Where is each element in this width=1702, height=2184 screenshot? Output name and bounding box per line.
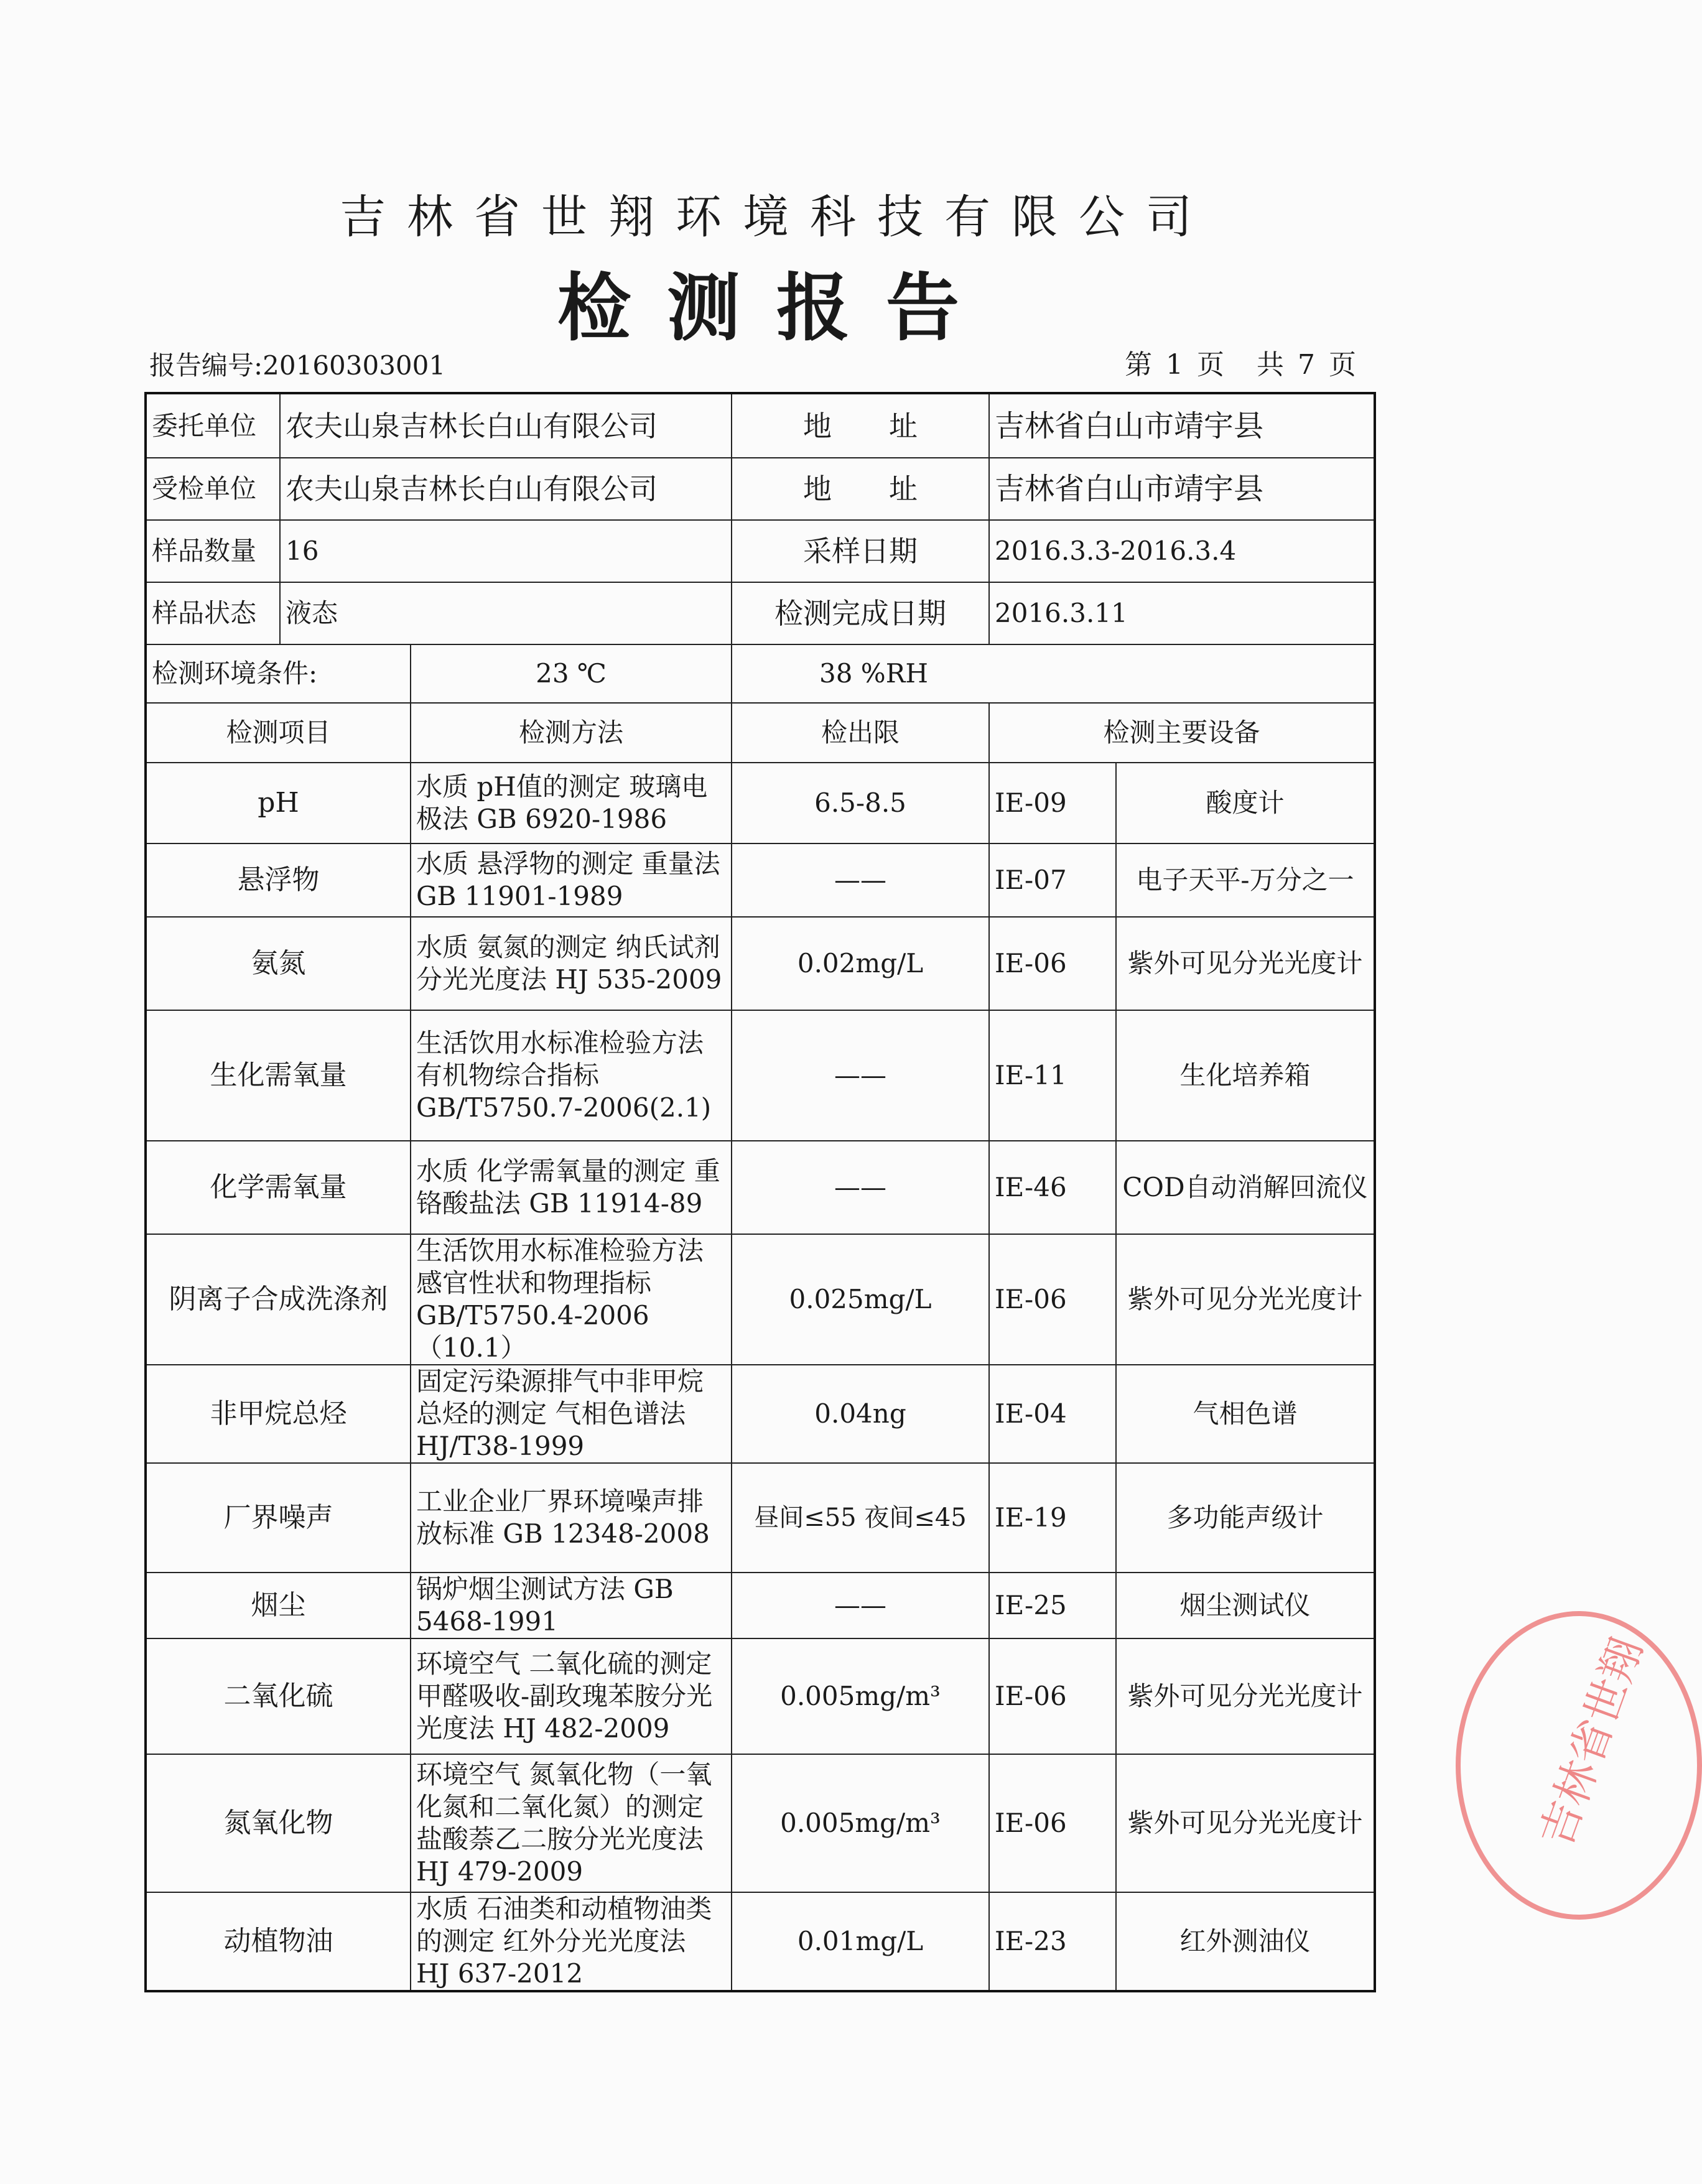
- equipment-code-cell: IE-06: [989, 1638, 1116, 1754]
- limit-cell: ——: [732, 1573, 989, 1638]
- client-addr-value: 吉林省白山市靖宇县: [989, 393, 1375, 458]
- header-limit: 检出限: [732, 703, 989, 763]
- inspected-value: 农夫山泉吉林长白山有限公司: [280, 458, 732, 520]
- item-cell: 非甲烷总烃: [146, 1365, 411, 1463]
- red-seal-text: 吉林省世翔: [1530, 1630, 1653, 1853]
- sampling-date-value: 2016.3.3-2016.3.4: [989, 520, 1375, 582]
- limit-cell: 0.01mg/L: [732, 1892, 989, 1991]
- table-row: [146, 843, 1375, 917]
- equipment-name-cell: 电子天平-万分之一: [1116, 843, 1375, 917]
- header-equipment: 检测主要设备: [989, 703, 1375, 763]
- client-value: 农夫山泉吉林长白山有限公司: [280, 393, 732, 458]
- header-method: 检测方法: [411, 703, 732, 763]
- report-title: 检测报告: [557, 264, 995, 351]
- equipment-code-cell: IE-25: [989, 1573, 1116, 1638]
- method-cell: 水质 pH值的测定 玻璃电极法 GB 6920-1986: [411, 763, 732, 843]
- finish-date-value: 2016.3.11: [989, 582, 1375, 644]
- method-cell: 生活饮用水标准检验方法 感官性状和物理指标 GB/T5750.4-2006（10.1）: [411, 1234, 732, 1365]
- limit-cell: 0.005mg/m³: [732, 1638, 989, 1754]
- item-cell: 氨氮: [146, 917, 411, 1010]
- sampling-date-label: 采样日期: [732, 520, 989, 582]
- equipment-code-cell: IE-04: [989, 1365, 1116, 1463]
- limit-cell: ——: [732, 1010, 989, 1141]
- limit-cell: 0.02mg/L: [732, 917, 989, 1010]
- env-humidity: 38 %RH: [732, 644, 1375, 703]
- equipment-name-cell: 紫外可见分光光度计: [1116, 917, 1375, 1010]
- report-number-value: 20160303001: [263, 350, 446, 381]
- item-cell: 动植物油: [146, 1892, 411, 1991]
- method-cell: 生活饮用水标准检验方法 有机物综合指标 GB/T5750.7-2006(2.1): [411, 1010, 732, 1141]
- inspected-label: 受检单位: [146, 458, 280, 520]
- item-cell: 阴离子合成洗涤剂: [146, 1234, 411, 1365]
- equipment-name-cell: 紫外可见分光光度计: [1116, 1234, 1375, 1365]
- sample-state-label: 样品状态: [146, 582, 280, 644]
- limit-cell: 6.5-8.5: [732, 763, 989, 843]
- item-cell: 悬浮物: [146, 843, 411, 917]
- item-cell: 生化需氧量: [146, 1010, 411, 1141]
- page-info: 第 1 页 共 7 页: [1125, 349, 1359, 381]
- equipment-name-cell: 气相色谱: [1116, 1365, 1375, 1463]
- item-cell: 厂界噪声: [146, 1463, 411, 1573]
- equipment-code-cell: IE-07: [989, 843, 1116, 917]
- env-temp: 23 ℃: [411, 644, 732, 703]
- equipment-name-cell: 生化培养箱: [1116, 1010, 1375, 1141]
- table-row: [146, 1754, 1375, 1892]
- table-header-row: [146, 703, 1375, 763]
- sample-count-label: 样品数量: [146, 520, 280, 582]
- inspected-addr-value: 吉林省白山市靖宇县: [989, 458, 1375, 520]
- equipment-code-cell: IE-19: [989, 1463, 1116, 1573]
- item-cell: 氮氧化物: [146, 1754, 411, 1892]
- table-row: [146, 763, 1375, 843]
- inspected-row: [146, 458, 1375, 520]
- env-row: [146, 644, 1375, 703]
- equipment-code-cell: IE-46: [989, 1141, 1116, 1234]
- sample-state-value: 液态: [280, 582, 732, 644]
- red-seal: [1456, 1611, 1702, 1920]
- header-item: 检测项目: [146, 703, 411, 763]
- method-cell: 水质 化学需氧量的测定 重铬酸盐法 GB 11914-89: [411, 1141, 732, 1234]
- table-row: [146, 1573, 1375, 1638]
- equipment-name-cell: 紫外可见分光光度计: [1116, 1754, 1375, 1892]
- limit-cell: ——: [732, 1141, 989, 1234]
- equipment-name-cell: 紫外可见分光光度计: [1116, 1638, 1375, 1754]
- equipment-code-cell: IE-09: [989, 763, 1116, 843]
- report-number: [149, 345, 445, 383]
- item-cell: 烟尘: [146, 1573, 411, 1638]
- sample-count-row: [146, 520, 1375, 582]
- table-row: [146, 1463, 1375, 1573]
- sample-count-value: 16: [280, 520, 732, 582]
- limit-cell: 0.005mg/m³: [732, 1754, 989, 1892]
- item-cell: 二氧化硫: [146, 1638, 411, 1754]
- equipment-code-cell: IE-06: [989, 1754, 1116, 1892]
- method-cell: 锅炉烟尘测试方法 GB 5468-1991: [411, 1573, 732, 1638]
- method-cell: 水质 悬浮物的测定 重量法 GB 11901-1989: [411, 843, 732, 917]
- test-items: [146, 763, 1375, 1991]
- limit-cell: 0.04ng: [732, 1365, 989, 1463]
- sample-state-row: [146, 582, 1375, 644]
- table-row: [146, 1365, 1375, 1463]
- client-row: [146, 393, 1375, 458]
- method-cell: 水质 石油类和动植物油类的测定 红外分光光度法 HJ 637-2012: [411, 1892, 732, 1991]
- item-cell: 化学需氧量: [146, 1141, 411, 1234]
- table-row: [146, 1892, 1375, 1991]
- limit-cell: ——: [732, 843, 989, 917]
- table-row: [146, 1234, 1375, 1365]
- equipment-name-cell: 多功能声级计: [1116, 1463, 1375, 1573]
- table-row: [146, 1141, 1375, 1234]
- method-cell: 环境空气 二氧化硫的测定 甲醛吸收-副玫瑰苯胺分光光度法 HJ 482-2009: [411, 1638, 732, 1754]
- equipment-name-cell: 酸度计: [1116, 763, 1375, 843]
- method-cell: 固定污染源排气中非甲烷总烃的测定 气相色谱法 HJ/T38-1999: [411, 1365, 732, 1463]
- limit-cell: 昼间≤55 夜间≤45: [732, 1463, 989, 1573]
- table-row: [146, 1010, 1375, 1141]
- report-table: [144, 392, 1376, 1992]
- report-number-label: 报告编号:: [149, 350, 263, 381]
- client-addr-label: 地 址: [732, 393, 989, 458]
- limit-cell: 0.025mg/L: [732, 1234, 989, 1365]
- equipment-code-cell: IE-11: [989, 1010, 1116, 1141]
- equipment-code-cell: IE-06: [989, 1234, 1116, 1365]
- table-row: [146, 1638, 1375, 1754]
- method-cell: 环境空气 氮氧化物（一氧化氮和二氧化氮）的测定 盐酸萘乙二胺分光光度法 HJ 479-2009: [411, 1754, 732, 1892]
- equipment-name-cell: COD自动消解回流仪: [1116, 1141, 1375, 1234]
- equipment-code-cell: IE-23: [989, 1892, 1116, 1991]
- client-label: 委托单位: [146, 393, 280, 458]
- env-label: 检测环境条件:: [146, 644, 411, 703]
- finish-date-label: 检测完成日期: [732, 582, 989, 644]
- equipment-code-cell: IE-06: [989, 917, 1116, 1010]
- equipment-name-cell: 红外测油仪: [1116, 1892, 1375, 1991]
- item-cell: pH: [146, 763, 411, 843]
- method-cell: 水质 氨氮的测定 纳氏试剂分光光度法 HJ 535-2009: [411, 917, 732, 1010]
- inspected-addr-label: 地 址: [732, 458, 989, 520]
- equipment-name-cell: 烟尘测试仪: [1116, 1573, 1375, 1638]
- method-cell: 工业企业厂界环境噪声排放标准 GB 12348-2008: [411, 1463, 732, 1573]
- company-name: 吉林省世翔环境科技有限公司: [340, 190, 1213, 244]
- table-row: [146, 917, 1375, 1010]
